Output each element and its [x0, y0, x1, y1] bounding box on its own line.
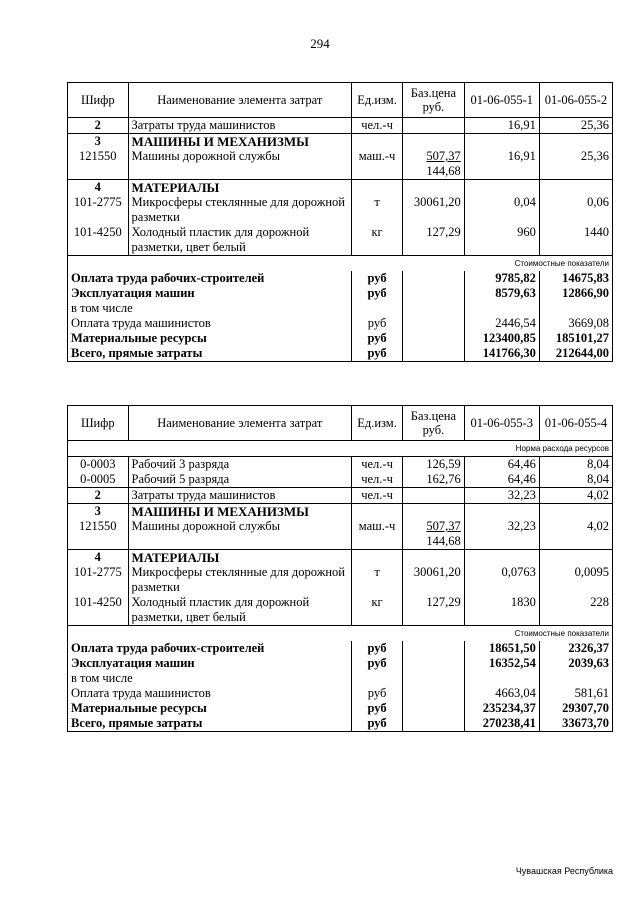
summary-label: Материальные ресурсы	[68, 701, 352, 716]
row-name: Машины дорожной службы	[128, 149, 351, 180]
row-price	[403, 118, 465, 134]
summary-value-2: 14675,83	[539, 271, 612, 286]
row-price: 30061,20	[403, 195, 465, 225]
summary-label: Всего, прямые затраты	[68, 346, 352, 362]
summary-unit: руб	[351, 271, 402, 286]
summary-value-1: 123400,85	[464, 331, 539, 346]
summary-value-1: 141766,30	[464, 346, 539, 362]
header-unit: Ед.изм.	[351, 83, 402, 118]
summary-label: Материальные ресурсы	[68, 331, 352, 346]
summary-row	[68, 671, 613, 686]
row-name: Машины дорожной службы	[128, 519, 351, 550]
table-row	[68, 134, 613, 150]
summary-value-1: 8579,63	[464, 286, 539, 301]
summary-unit: руб	[351, 286, 402, 301]
row-price: 126,59	[403, 457, 465, 473]
table-row	[68, 195, 613, 225]
row-name: Микросферы стеклянные для дорожной разметки	[128, 565, 351, 595]
row-value-2: 8,04	[539, 472, 612, 488]
summary-value-1: 9785,82	[464, 271, 539, 286]
row-unit: чел.-ч	[351, 118, 402, 134]
row-unit: чел.-ч	[351, 472, 402, 488]
row-code: 0-0005	[68, 472, 129, 488]
table-row	[68, 565, 613, 595]
summary-unit: руб	[351, 346, 402, 362]
row-code: 0-0003	[68, 457, 129, 473]
table-header	[68, 406, 613, 441]
row-value-2: 228	[539, 595, 612, 626]
summary-row	[68, 716, 613, 732]
row-price: 30061,20	[403, 565, 465, 595]
row-price	[403, 488, 465, 504]
header-col-1: 01-06-055-3	[464, 406, 539, 441]
summary-value-1: 2446,54	[464, 316, 539, 331]
row-value-1: 1830	[464, 595, 539, 626]
table-row	[68, 595, 613, 626]
summary-value-2: 2326,37	[539, 641, 612, 656]
summary-unit: руб	[351, 686, 402, 701]
table-row	[68, 488, 613, 504]
section-code: 4	[68, 550, 129, 566]
summary-row	[68, 641, 613, 656]
row-code: 121550	[68, 519, 129, 550]
summary-label: в том числе	[68, 671, 352, 686]
row-value-2: 8,04	[539, 457, 612, 473]
summary-unit: руб	[351, 641, 402, 656]
row-name: Рабочий 5 разряда	[128, 472, 351, 488]
table-header	[68, 83, 613, 118]
summary-value-1: 235234,37	[464, 701, 539, 716]
norm-label-row	[68, 441, 613, 457]
row-code: 101-2775	[68, 195, 129, 225]
price-main: 507,37	[426, 149, 461, 163]
section-title: МАТЕРИАЛЫ	[128, 550, 351, 566]
row-value-1: 32,23	[464, 488, 539, 504]
row-value-1: 64,46	[464, 457, 539, 473]
row-unit: маш.-ч	[351, 519, 402, 550]
row-value-1: 0,04	[464, 195, 539, 225]
summary-row	[68, 331, 613, 346]
section-code: 3	[68, 134, 129, 150]
summary-unit: руб	[351, 656, 402, 671]
price-secondary: 144,68	[426, 164, 461, 178]
header-name: Наименование элемента затрат	[128, 83, 351, 118]
row-name: Затраты труда машинистов	[128, 488, 351, 504]
header-col-2: 01-06-055-4	[539, 406, 612, 441]
row-code: 101-4250	[68, 595, 129, 626]
table-row	[68, 550, 613, 566]
row-name: Микросферы стеклянные для дорожной разметки	[128, 195, 351, 225]
cost-label-row	[68, 256, 613, 272]
price-main: 507,37	[426, 519, 461, 533]
header-col-2: 01-06-055-2	[539, 83, 612, 118]
summary-unit: руб	[351, 331, 402, 346]
summary-value-2: 185101,27	[539, 331, 612, 346]
header-unit: Ед.изм.	[351, 406, 402, 441]
table-row	[68, 225, 613, 256]
cost-indicators-label: Стоимостные показатели	[68, 256, 613, 272]
row-unit: т	[351, 195, 402, 225]
section-title: МАТЕРИАЛЫ	[128, 180, 351, 196]
row-value-2: 1440	[539, 225, 612, 256]
row-value-1: 16,91	[464, 118, 539, 134]
row-name: Холодный пластик для дорожной разметки, цвет белый	[128, 595, 351, 626]
row-price	[403, 519, 465, 550]
summary-unit: руб	[351, 716, 402, 732]
row-value-2: 0,06	[539, 195, 612, 225]
summary-row	[68, 686, 613, 701]
summary-value-2: 29307,70	[539, 701, 612, 716]
row-value-2: 4,02	[539, 488, 612, 504]
summary-value-1: 270238,41	[464, 716, 539, 732]
row-value-2: 25,36	[539, 149, 612, 180]
resource-norm-label: Норма расхода ресурсов	[68, 441, 613, 457]
row-unit: чел.-ч	[351, 488, 402, 504]
header-price: Баз.цена руб.	[403, 83, 465, 118]
table-row	[68, 118, 613, 134]
table-row	[68, 457, 613, 473]
table-row	[68, 519, 613, 550]
section-title: МАШИНЫ И МЕХАНИЗМЫ	[128, 504, 351, 520]
row-name: Холодный пластик для дорожной разметки, цвет белый	[128, 225, 351, 256]
header-price: Баз.цена руб.	[403, 406, 465, 441]
summary-label: Всего, прямые затраты	[68, 716, 352, 732]
footer-region: Чувашская Республика	[515, 866, 613, 876]
summary-value-1: 18651,50	[464, 641, 539, 656]
summary-label: Оплата труда машинистов	[68, 686, 352, 701]
row-code: 2	[68, 118, 129, 134]
summary-row	[68, 271, 613, 286]
summary-unit: руб	[351, 701, 402, 716]
row-value-2: 0,0095	[539, 565, 612, 595]
summary-value-2: 33673,70	[539, 716, 612, 732]
row-code: 101-4250	[68, 225, 129, 256]
header-name: Наименование элемента затрат	[128, 406, 351, 441]
row-value-2: 4,02	[539, 519, 612, 550]
cost-label-row	[68, 626, 613, 642]
summary-label: Оплата труда машинистов	[68, 316, 352, 331]
row-unit: чел.-ч	[351, 457, 402, 473]
summary-label: Оплата труда рабочих-строителей	[68, 271, 352, 286]
summary-label: Оплата труда рабочих-строителей	[68, 641, 352, 656]
summary-unit: руб	[351, 316, 402, 331]
row-value-1: 960	[464, 225, 539, 256]
row-unit: кг	[351, 595, 402, 626]
summary-value-2: 3669,08	[539, 316, 612, 331]
summary-value-2: 12866,90	[539, 286, 612, 301]
row-value-1: 16,91	[464, 149, 539, 180]
summary-label: Эксплуатация машин	[68, 656, 352, 671]
row-price: 162,76	[403, 472, 465, 488]
row-price: 127,29	[403, 595, 465, 626]
row-value-1: 32,23	[464, 519, 539, 550]
header-code: Шифр	[68, 83, 129, 118]
row-name: Рабочий 3 разряда	[128, 457, 351, 473]
section-title: МАШИНЫ И МЕХАНИЗМЫ	[128, 134, 351, 150]
section-code: 3	[68, 504, 129, 520]
row-unit: т	[351, 565, 402, 595]
summary-value-2: 212644,00	[539, 346, 612, 362]
table-row	[68, 472, 613, 488]
row-unit: кг	[351, 225, 402, 256]
price-secondary: 144,68	[426, 534, 461, 548]
row-value-1: 0,0763	[464, 565, 539, 595]
summary-value-2: 581,61	[539, 686, 612, 701]
row-price	[403, 149, 465, 180]
row-name: Затраты труда машинистов	[128, 118, 351, 134]
row-value-1: 64,46	[464, 472, 539, 488]
table-row	[68, 180, 613, 196]
row-value-2: 25,36	[539, 118, 612, 134]
summary-row	[68, 656, 613, 671]
row-unit: маш.-ч	[351, 149, 402, 180]
header-code: Шифр	[68, 406, 129, 441]
resource-table-2	[67, 405, 613, 732]
summary-label: в том числе	[68, 301, 352, 316]
section-code: 4	[68, 180, 129, 196]
row-price: 127,29	[403, 225, 465, 256]
summary-value-1: 4663,04	[464, 686, 539, 701]
resource-table-1	[67, 82, 613, 362]
cost-indicators-label: Стоимостные показатели	[68, 626, 613, 642]
summary-label: Эксплуатация машин	[68, 286, 352, 301]
page-number: 294	[310, 36, 330, 51]
table-row	[68, 504, 613, 520]
table-row	[68, 149, 613, 180]
summary-value-2: 2039,63	[539, 656, 612, 671]
summary-row	[68, 286, 613, 301]
header-col-1: 01-06-055-1	[464, 83, 539, 118]
row-code: 101-2775	[68, 565, 129, 595]
row-code: 2	[68, 488, 129, 504]
summary-value-1: 16352,54	[464, 656, 539, 671]
summary-row	[68, 316, 613, 331]
summary-row	[68, 346, 613, 362]
summary-row	[68, 701, 613, 716]
row-code: 121550	[68, 149, 129, 180]
summary-row	[68, 301, 613, 316]
